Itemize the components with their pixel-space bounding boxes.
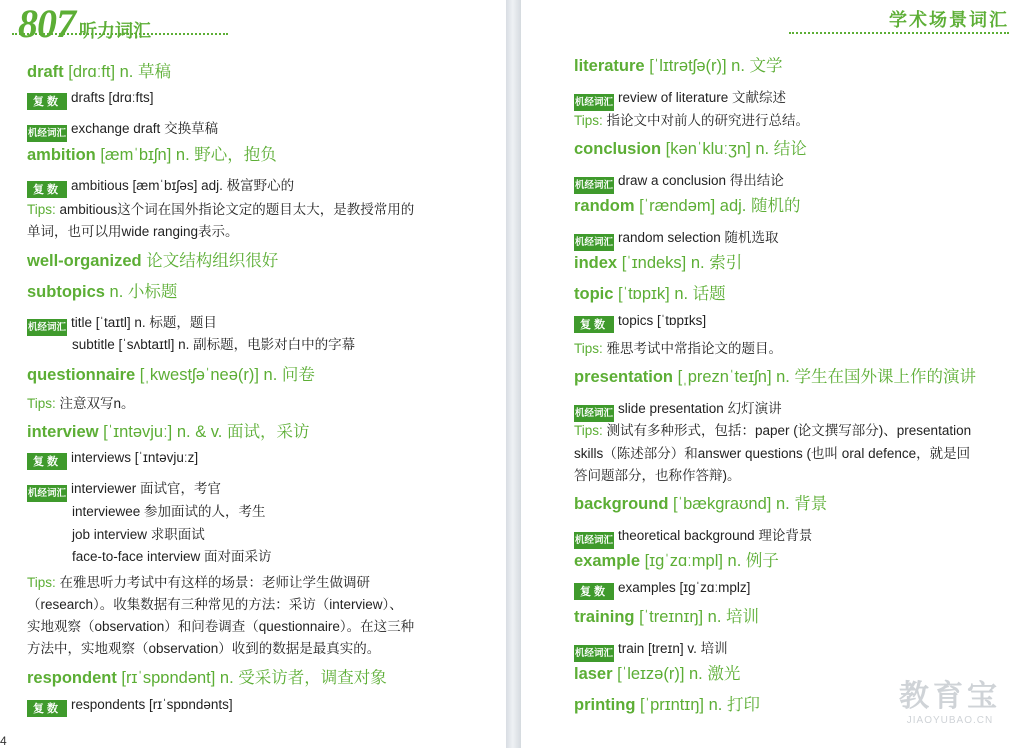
header-divider — [12, 33, 228, 35]
phrase-badge: 机经词汇 — [574, 94, 614, 111]
phrase: draw a conclusion 得出结论 — [618, 173, 784, 188]
tips-label: Tips: — [574, 423, 603, 438]
ambition-tips — [27, 198, 414, 218]
tips-label: Tips: — [27, 202, 56, 217]
plural-form: interviews [ˈɪntəvjuːz] — [71, 450, 199, 465]
phrase: interviewer 面试官，考官 — [71, 481, 222, 496]
headword: respondent — [27, 669, 117, 687]
header-number: 807 — [18, 1, 75, 46]
plural-badge: 复数 — [27, 700, 67, 717]
definition: [ˈtreɪnɪŋ] n. 培训 — [634, 608, 760, 626]
phrase-badge: 机经词汇 — [574, 645, 614, 662]
phrase-badge: 机经词汇 — [574, 405, 614, 422]
phrase-badge: 机经词汇 — [27, 319, 67, 336]
headword: literature — [574, 57, 645, 75]
headword: interview — [27, 423, 99, 441]
topic-tips — [574, 337, 782, 357]
entry-interview — [27, 418, 309, 442]
tips-text: 指论文中对前人的研究进行总结。 — [602, 113, 810, 128]
entry-example — [574, 547, 779, 571]
plural-badge: 复数 — [27, 93, 67, 110]
right-page — [521, 0, 1021, 748]
plural-form: ambitious [æmˈbɪʃəs] adj. 极富野心的 — [71, 178, 295, 193]
draft-plural-line — [27, 90, 154, 110]
headword: presentation — [574, 368, 674, 386]
phrase: random selection 随机选取 — [618, 230, 779, 245]
plural-badge: 复数 — [27, 181, 67, 198]
definition: [ˈɪndeks] n. 索引 — [617, 254, 743, 272]
plural-form: respondents [rɪˈspɒndənts] — [71, 697, 233, 712]
training-phrase-line — [574, 637, 728, 662]
phrase: theoretical background 理论背景 — [618, 528, 813, 543]
definition: [ˈlɪtrətʃə(r)] n. 文学 — [644, 57, 783, 75]
definition: [ˈleɪzə(r)] n. 激光 — [612, 665, 741, 683]
definition: [ˌkwestʃəˈneə(r)] n. 问卷 — [135, 366, 315, 384]
headword: well-organized — [27, 252, 142, 270]
face-to-face-phrase: face-to-face interview 面对面采访 — [72, 549, 272, 564]
headword: random — [574, 197, 635, 215]
random-phrase-line — [574, 226, 779, 251]
headword: example — [574, 552, 641, 570]
entry-subtopics — [27, 278, 177, 302]
phrase: review of literature 文献综述 — [618, 90, 787, 105]
entry-respondent — [27, 664, 387, 688]
definition: [ˈbækɡraʊnd] n. 背景 — [668, 495, 828, 513]
entry-well-organized — [27, 247, 278, 271]
phrase-badge: 机经词汇 — [574, 177, 614, 194]
left-page — [0, 0, 506, 748]
entry-presentation — [574, 363, 976, 387]
literature-tips — [574, 109, 809, 129]
definition: n. 小标题 — [104, 283, 178, 301]
entry-printing — [574, 691, 760, 715]
headword: ambition — [27, 146, 96, 164]
topic-plural-line — [574, 313, 706, 333]
phrase: slide presentation 幻灯演讲 — [618, 401, 782, 416]
phrase: title [ˈtaɪtl] n. 标题，题目 — [71, 315, 217, 330]
headword: background — [574, 495, 669, 513]
plural-badge: 复数 — [574, 316, 614, 333]
literature-phrase-line — [574, 86, 786, 111]
entry-questionnaire — [27, 361, 315, 385]
tips-label: Tips: — [27, 396, 56, 411]
tips-text: 测试有多种形式，包括：paper (论文撰写部分)、presentation — [602, 423, 972, 438]
subtitle-phrase: subtitle [ˈsʌbtaɪtl] n. 副标题，电影对白中的字幕 — [72, 337, 356, 352]
headword: index — [574, 254, 618, 272]
watermark-logo: 教育宝 — [899, 680, 1001, 713]
interview-tips-cont-1: （research）。收集数据有三种常见的方法：采访（interview）、 — [27, 597, 403, 612]
tips-text: ambitious这个词在国外指论文定的题目太大，是教授常用的 — [55, 202, 415, 217]
ambition-plural-line — [27, 174, 294, 198]
ambition-tips-cont — [27, 220, 239, 240]
phrase-badge: 机经词汇 — [27, 125, 67, 142]
tips-label: Tips: — [574, 113, 603, 128]
page-number: 4 — [0, 734, 7, 748]
tips-text: 单词，也可以用wide ranging表示。 — [27, 224, 239, 239]
entry-background — [574, 490, 827, 514]
interviewer-line — [27, 477, 221, 502]
definition: [ˈɪntəvjuː] n. & v. 面试，采访 — [98, 423, 310, 441]
job-interview-phrase: job interview 求职面试 — [72, 527, 205, 542]
tips-text: 在雅思听力考试中有这样的场景：老师让学生做调研 — [55, 575, 371, 590]
phrase-badge: 机经词汇 — [574, 234, 614, 251]
definition: [ˈrændəm] adj. 随机的 — [634, 197, 801, 215]
interview-tips-cont-3: 方法中，实地观察（observation）收到的数据是最真实的。 — [27, 641, 381, 656]
background-phrase-line — [574, 524, 812, 549]
headword: draft — [27, 63, 64, 81]
headword: questionnaire — [27, 366, 136, 384]
header-section-title: 听力词汇 — [79, 21, 151, 41]
entry-conclusion — [574, 135, 807, 159]
headword: laser — [574, 665, 613, 683]
definition: 论文结构组织很好 — [141, 252, 279, 270]
presentation-tips-cont-2: 答问题部分，也称作答辩)。 — [574, 468, 741, 483]
definition: [rɪˈspɒndənt] n. 受采访者，调查对象 — [116, 669, 387, 687]
plural-badge: 复数 — [574, 583, 614, 600]
presentation-tips — [574, 419, 971, 439]
plural-form: examples [ɪɡˈzɑːmplz] — [618, 580, 751, 595]
conclusion-phrase-line — [574, 169, 784, 194]
header-divider — [789, 32, 1009, 34]
respondent-plural-line — [27, 697, 233, 717]
tips-label: Tips: — [574, 341, 603, 356]
entry-ambition — [27, 141, 277, 165]
definition: [æmˈbɪʃn] n. 野心，抱负 — [95, 146, 277, 164]
entry-literature — [574, 52, 783, 76]
entry-draft — [27, 58, 171, 82]
headword: printing — [574, 696, 636, 714]
definition: [kənˈkluːʒn] n. 结论 — [661, 140, 807, 158]
left-header — [18, 0, 151, 47]
definition: [drɑːft] n. 草稿 — [63, 63, 171, 81]
phrase-badge: 机经词汇 — [27, 485, 67, 502]
definition: [ˈtɒpɪk] n. 话题 — [613, 285, 726, 303]
interview-tips-cont-2: 实地观察（observation）和问卷调查（questionnaire）。在这三种 — [27, 619, 415, 634]
plural-form: topics [ˈtɒpɪks] — [618, 313, 707, 328]
entry-laser — [574, 660, 740, 684]
definition: [ˌpreznˈteɪʃn] n. 学生在国外课上作的演讲 — [673, 368, 976, 386]
entry-index — [574, 249, 742, 273]
questionnaire-tips — [27, 392, 135, 412]
headword: conclusion — [574, 140, 662, 158]
interview-plural-line — [27, 450, 198, 470]
book-gutter — [506, 0, 521, 748]
interviewee-phrase: interviewee 参加面试的人，考生 — [72, 504, 266, 519]
presentation-tips-cont-1: skills（陈述部分）和answer questions (也叫 oral defence，就是回 — [574, 446, 971, 461]
right-header: 学术场景词汇 — [889, 10, 1009, 30]
tips-label: Tips: — [27, 575, 56, 590]
headword: topic — [574, 285, 614, 303]
tips-text: 注意双写n。 — [55, 396, 135, 411]
interview-tips — [27, 571, 370, 591]
phrase: exchange draft 交换草稿 — [71, 121, 219, 136]
watermark-url: JIAOYUBAO.CN — [906, 715, 994, 726]
plural-badge: 复数 — [27, 453, 67, 470]
draft-phrase-line — [27, 117, 218, 142]
entry-training — [574, 603, 759, 627]
phrase-badge: 机经词汇 — [574, 532, 614, 549]
entry-random — [574, 192, 800, 216]
headword: training — [574, 608, 635, 626]
example-plural-line — [574, 580, 750, 600]
headword: subtopics — [27, 283, 105, 301]
phrase: train [treɪn] v. 培训 — [618, 641, 728, 656]
entry-topic — [574, 280, 726, 304]
definition: [ˈprɪntɪŋ] n. 打印 — [635, 696, 760, 714]
site-watermark — [899, 671, 1001, 726]
definition: [ɪɡˈzɑːmpl] n. 例子 — [640, 552, 779, 570]
plural-form: drafts [drɑːfts] — [71, 90, 154, 105]
tips-text: 雅思考试中常指论文的题目。 — [602, 341, 783, 356]
